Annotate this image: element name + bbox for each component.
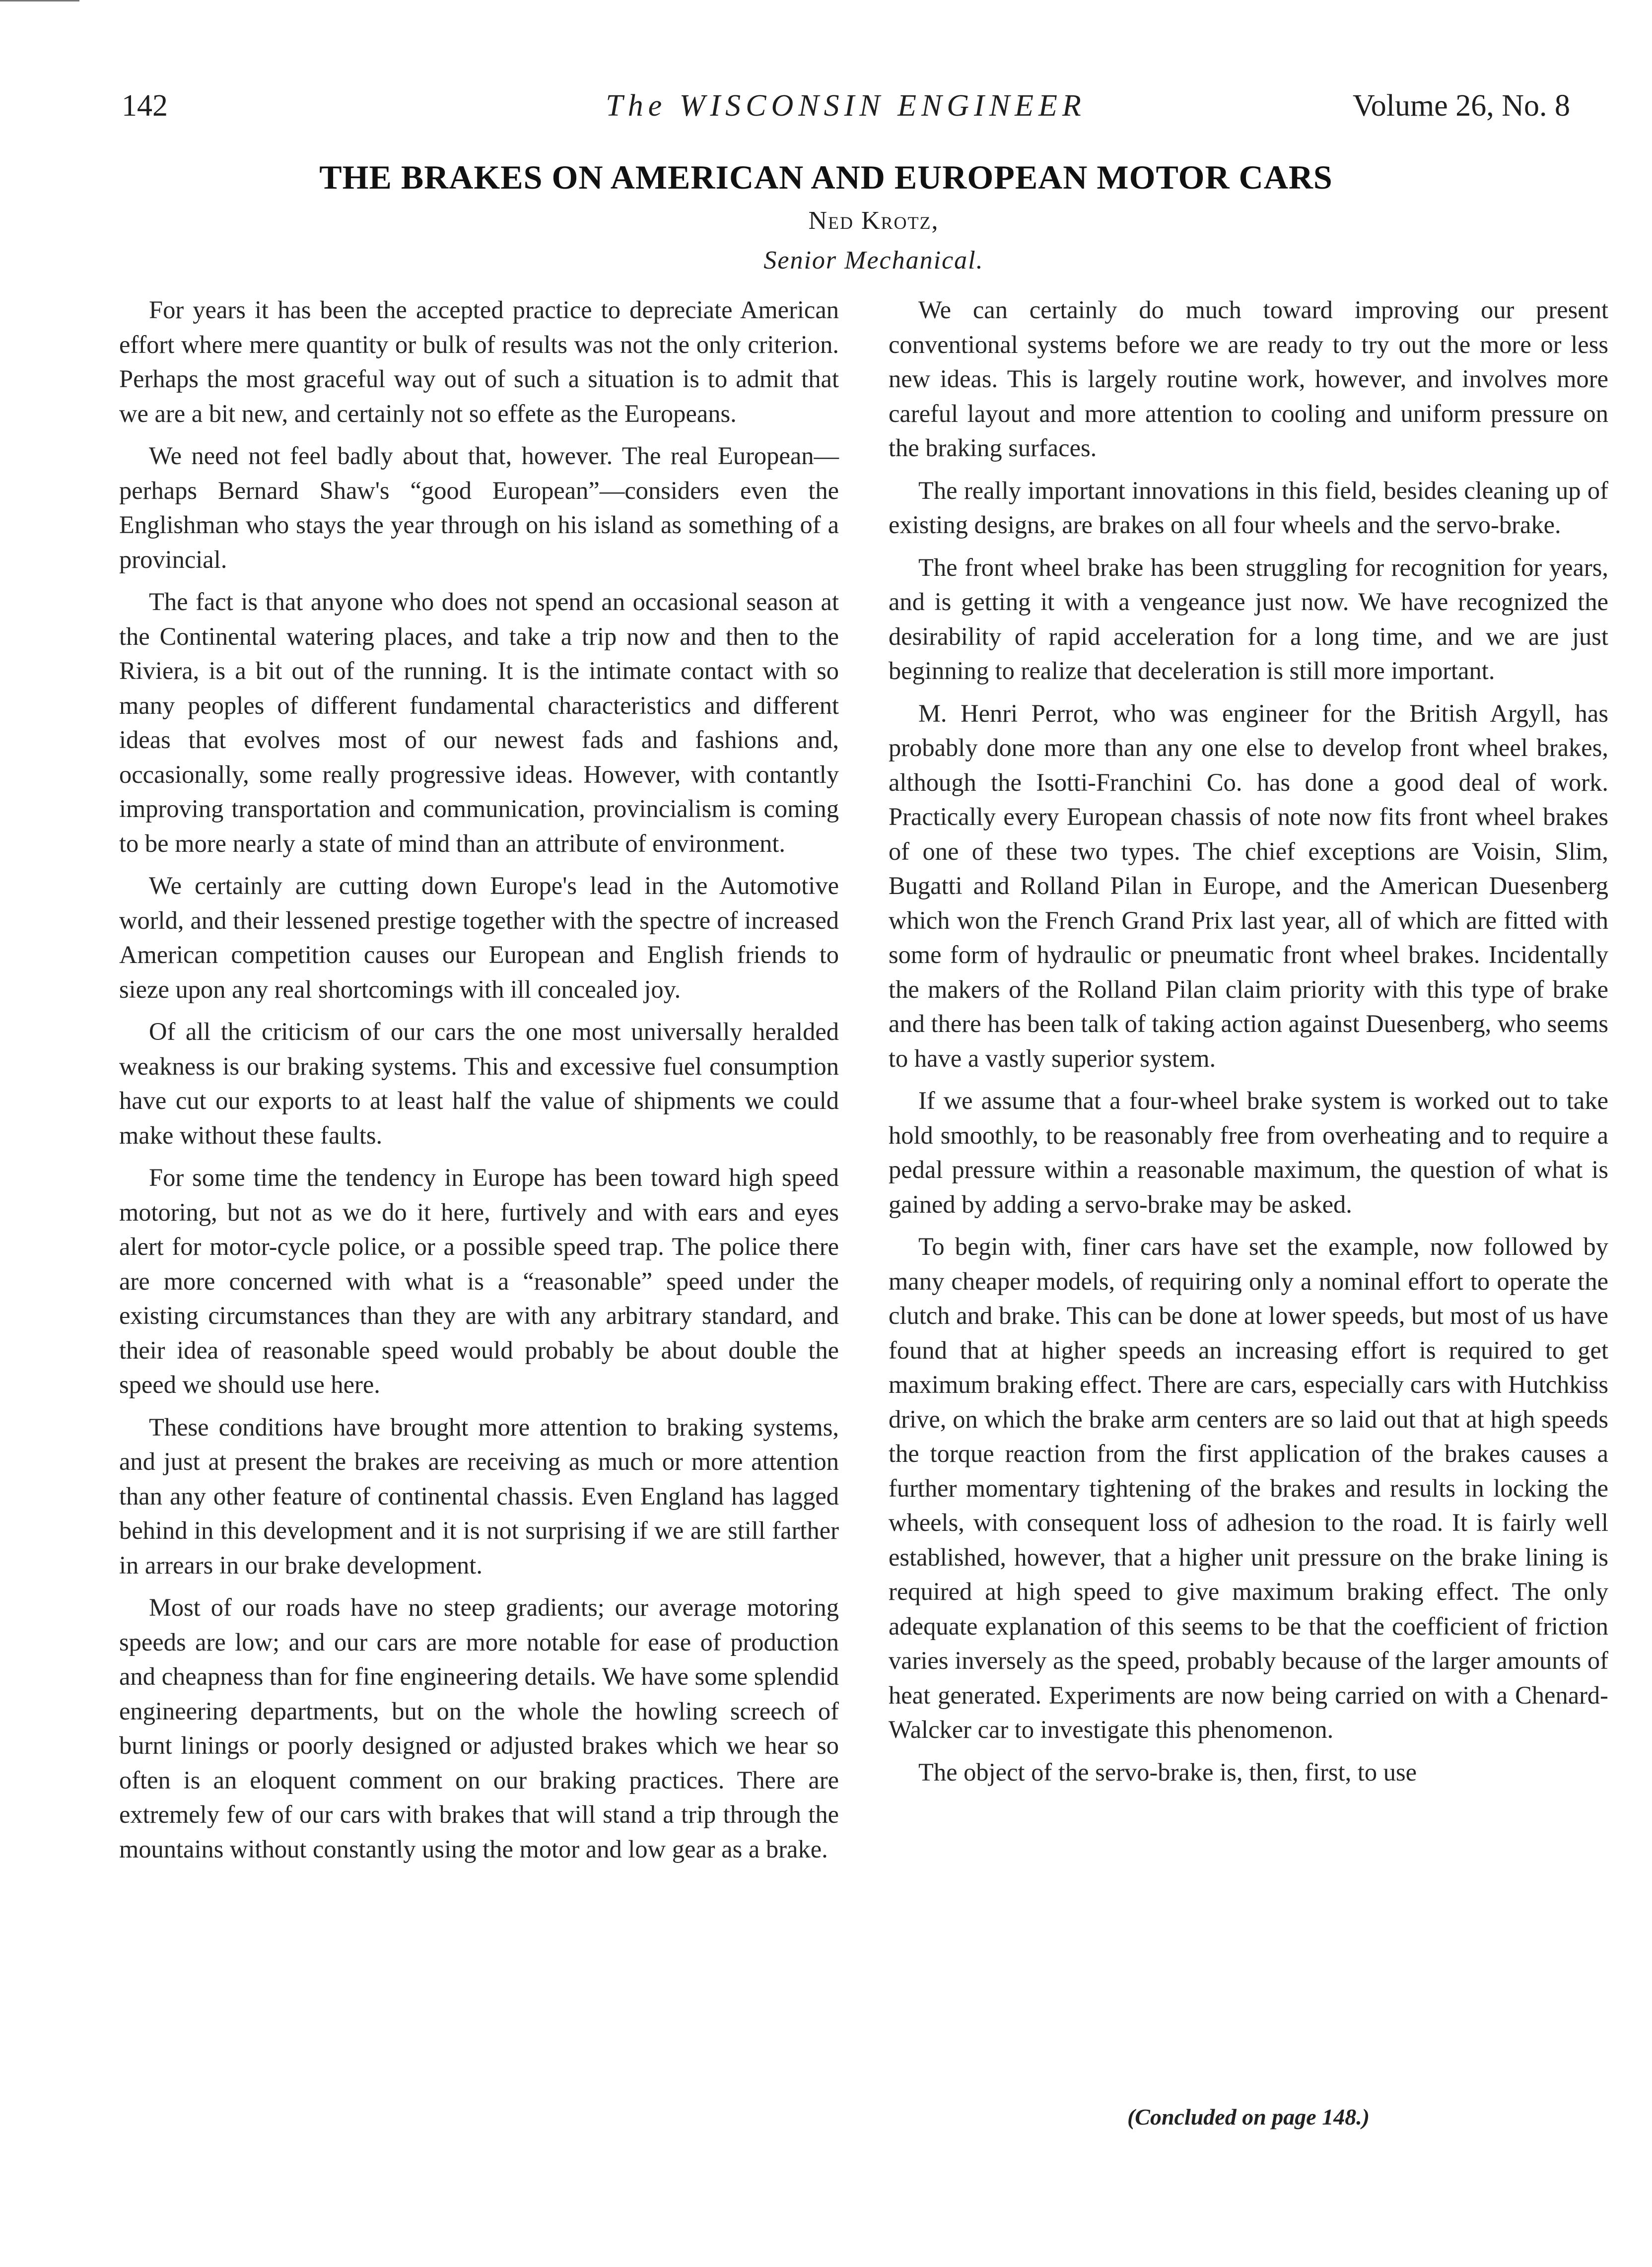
paragraph: We can certainly do much toward improving our present conventional systems before we are ready to try out the more or less new ideas. This is largely routine work, however, and involves more careful layout and more attention to cooling and uniform pressure on the braking surfaces.	[889, 296, 1608, 462]
author-role: Senior Mechanical.	[763, 246, 984, 275]
paragraph: The really important innovations in this field, besides cleaning up of existing designs, are brakes on all four wheels and the servo-brake.	[889, 476, 1608, 539]
paragraph: Of all the criticism of our cars the one most universally heralded weakness is our braking systems. This and excessive fuel consumption have cut our exports to at least half the value of shipments we could make without these faults.	[119, 1018, 839, 1149]
article-title: THE BRAKES ON AMERICAN AND EUROPEAN MOTOR CARS	[319, 158, 1333, 196]
paragraph: To begin with, finer cars have set the example, now followed by many cheaper models, of requiring only a nominal effort to operate the clutch and brake. This can be done at lower speeds, but most of us have found that at higher speeds an increasing effort is required to get maximum braking effect. There are cars, especially cars with Hutchkiss drive, on which the brake arm centers are so laid out that at high speeds the torque reaction from the first application of the brakes causes a further momentary tightening of the brakes and results in locking the wheels, with consequent loss of adhesion to the road. It is fairly well established, however, that a higher unit pressure on the brake lining is required at high speed to give maximum braking effect. The only adequate explanation of this seems to be that the coefficient of friction varies inversely as the speed, probably because of the larger amounts of heat generated. Experiments are now being carried on with a Chenard-Walcker car to investigate this phenomenon.	[889, 1233, 1608, 1743]
paragraph: These conditions have brought more attention to braking systems, and just at present the brakes are receiving as much or more attention than any other feature of continental chassis. Even England has lagged behind in this development and it is not surprising if we are still farther in arrears in our brake development.	[119, 1413, 839, 1579]
paragraph: We need not feel badly about that, however. The real European—perhaps Bernard Shaw's “good European”—considers even the Englishman who stays the year through on his island as something of a provincial.	[119, 442, 839, 573]
paragraph: The front wheel brake has been struggling for recognition for years, and is getting it with a vengeance just now. We have recognized the desirability of rapid acceleration for a long time, and we are just beginning to realize that deceleration is still more important.	[889, 553, 1608, 685]
author-name: Ned Krotz,	[808, 206, 939, 235]
left-column	[119, 293, 839, 1874]
continuation-note: (Concluded on page 148.)	[1127, 2104, 1370, 2130]
paragraph: For some time the tendency in Europe has been toward high speed motoring, but not as we do it here, furtively and with ears and eyes alert for motor-cycle police, or a possible speed trap. The police there are more concerned with what is a “reasonable” speed under the existing circumstances than they are with any arbitrary standard, and their idea of reasonable speed would probably be about double the speed we should use here.	[119, 1164, 839, 1398]
paragraph: The object of the servo-brake is, then, first, to use	[918, 1758, 1417, 1786]
paragraph: M. Henri Perrot, who was engineer for the British Argyll, has probably done more than any one else to develop front wheel brakes, although the Isotti-Franchini Co. has done a good deal of work. Practically every European chassis of note now fits front wheel brakes of one of these two types. The chief exceptions are Voisin, Slim, Bugatti and Rolland Pilan in Europe, and the American Duesenberg which won the French Grand Prix last year, all of which are fitted with some form of hydraulic or pneumatic front wheel brakes. Incidentally the makers of the Rolland Pilan claim priority with this type of brake and there has been talk of taking action against Duesenberg, who seems to have a vastly superior system.	[889, 699, 1608, 1072]
paragraph: For years it has been the accepted practice to depreciate American effort where mere quantity or bulk of results was not the only criterion. Perhaps the most graceful way out of such a situation is to admit that we are a bit new, and certainly not so effete as the Europeans.	[119, 296, 839, 427]
journal-title: The WISCONSIN ENGINEER	[606, 89, 1086, 123]
top-rule-divider	[0, 0, 79, 1]
running-header	[122, 88, 1570, 133]
paragraph: The fact is that anyone who does not spend an occasional season at the Continental watering places, and take a trip now and then to the Riviera, is a bit out of the running. It is the intimate contact with so many peoples of different fundamental characteristics and different ideas that evolves most of our newest fads and fashions and, occasionally, some really progressive ideas. However, with contantly improving transportation and communication, provincialism is coming to be more nearly a state of mind than an attribute of environment.	[119, 588, 839, 857]
page-number: 142	[122, 89, 168, 123]
right-column	[889, 293, 1608, 1797]
paragraph: If we assume that a four-wheel brake system is worked out to take hold smoothly, to be reasonably free from overheating and to require a pedal pressure within a reasonable maximum, the question of what is gained by adding a servo-brake may be asked.	[889, 1087, 1608, 1218]
paragraph: Most of our roads have no steep gradients; our average motoring speeds are low; and our cars are more notable for ease of production and cheapness than for fine engineering details. We have some splendid engineering departments, but on the whole the howling screech of burnt linings or poorly designed or adjusted brakes which we hear so often is an eloquent comment on our braking practices. There are extremely few of our cars with brakes that will stand a trip through the mountains without constantly using the motor and low gear as a brake.	[119, 1593, 839, 1863]
volume-issue: Volume 26, No. 8	[1352, 89, 1570, 123]
paragraph: We certainly are cutting down Europe's lead in the Automotive world, and their lessened prestige together with the spectre of increased American competition causes our European and English friends to sieze upon any real shortcomings with ill concealed joy.	[119, 872, 839, 1003]
